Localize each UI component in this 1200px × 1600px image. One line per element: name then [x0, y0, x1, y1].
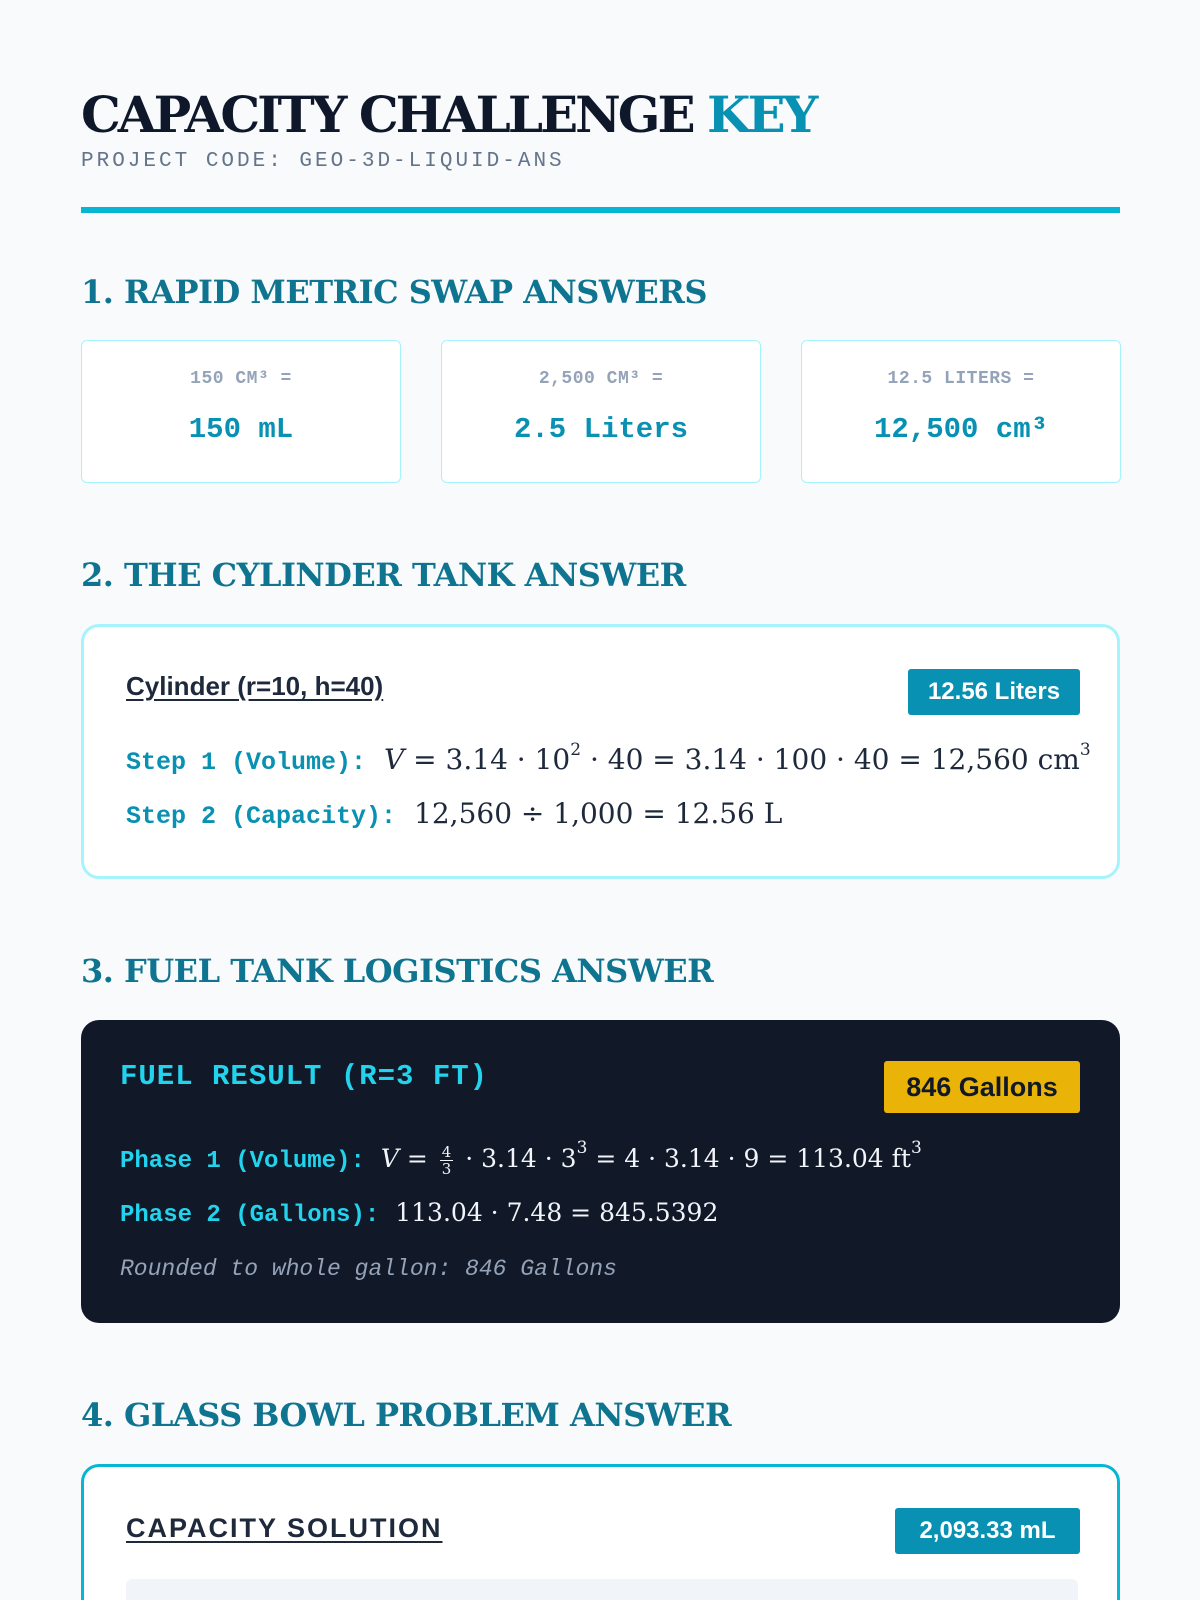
phase-2-equation: 113.04 · 7.48 = 845.5392 [395, 1198, 719, 1227]
project-code: PROJECT CODE: GEO-3D-LIQUID-ANS [81, 150, 565, 173]
swap-card [441, 340, 761, 483]
step-1-equation: $V = 3.14 \cdot 10^2 \cdot 40 = 3.14 \cdot 100 \cdot 40 = 12,560$ $cm^3$ [384, 740, 1091, 776]
cylinder-card-title: Cylinder (r=10, h=40) [126, 671, 384, 701]
bowl-card-title: CAPACITY SOLUTION [126, 1513, 443, 1543]
phase-2-label: Phase 2 (Gallons): [120, 1202, 380, 1229]
step-2-label: Step 2 (Capacity): [126, 802, 397, 831]
header-divider [81, 207, 1120, 213]
rounding-note: Rounded to whole gallon: 846 Gallons [120, 1256, 617, 1282]
swap-question: 150 CM³ = [190, 369, 292, 389]
swap-answer: 12,500 cm³ [873, 413, 1049, 446]
swap-card [801, 340, 1121, 483]
bowl-result-badge: 2,093.33 mL [895, 1508, 1080, 1554]
metric-swap-cards [81, 340, 1120, 483]
bowl-card [81, 1464, 1120, 1600]
fuel-card-title: FUEL RESULT (R=3 FT) [120, 1060, 489, 1093]
cylinder-card [81, 624, 1120, 879]
cylinder-step-1 [126, 740, 1091, 777]
title-accent: KEY [707, 85, 816, 144]
phase-1-equation: V = $\frac{4}{3}$ · $3.14 \cdot 3^3 = 4 \cdot 3.14 \cdot 9 = 113.04$ $ft^3$ [380, 1138, 922, 1178]
fuel-phase-2 [120, 1198, 718, 1229]
swap-answer: 2.5 Liters [513, 413, 689, 446]
page-title [81, 84, 815, 146]
title-main: CAPACITY CHALLENGE [81, 85, 693, 144]
step-2-equation: 12,560 ÷ 1,000 = 12.56 L [414, 797, 783, 830]
fuel-card [81, 1020, 1120, 1323]
swap-question: 12.5 LITERS = [887, 369, 1035, 389]
swap-card [81, 340, 401, 483]
phase-1-label: Phase 1 (Volume): [120, 1148, 365, 1175]
cylinder-result-badge: 12.56 Liters [908, 669, 1080, 715]
swap-question: 2,500 CM³ = [538, 369, 664, 389]
cylinder-step-2 [126, 797, 782, 831]
section-2-heading: 2. THE CYLINDER TANK ANSWER [81, 556, 686, 594]
section-1-heading: 1. RAPID METRIC SWAP ANSWERS [81, 273, 707, 311]
swap-answer: 150 mL [188, 413, 294, 446]
section-3-heading: 3. FUEL TANK LOGISTICS ANSWER [81, 952, 714, 990]
bowl-solution-box [126, 1579, 1078, 1600]
fuel-result-badge: 846 Gallons [884, 1061, 1080, 1113]
fuel-phase-1 [120, 1138, 922, 1178]
step-1-label: Step 1 (Volume): [126, 748, 367, 777]
section-4-heading: 4. GLASS BOWL PROBLEM ANSWER [81, 1396, 732, 1434]
